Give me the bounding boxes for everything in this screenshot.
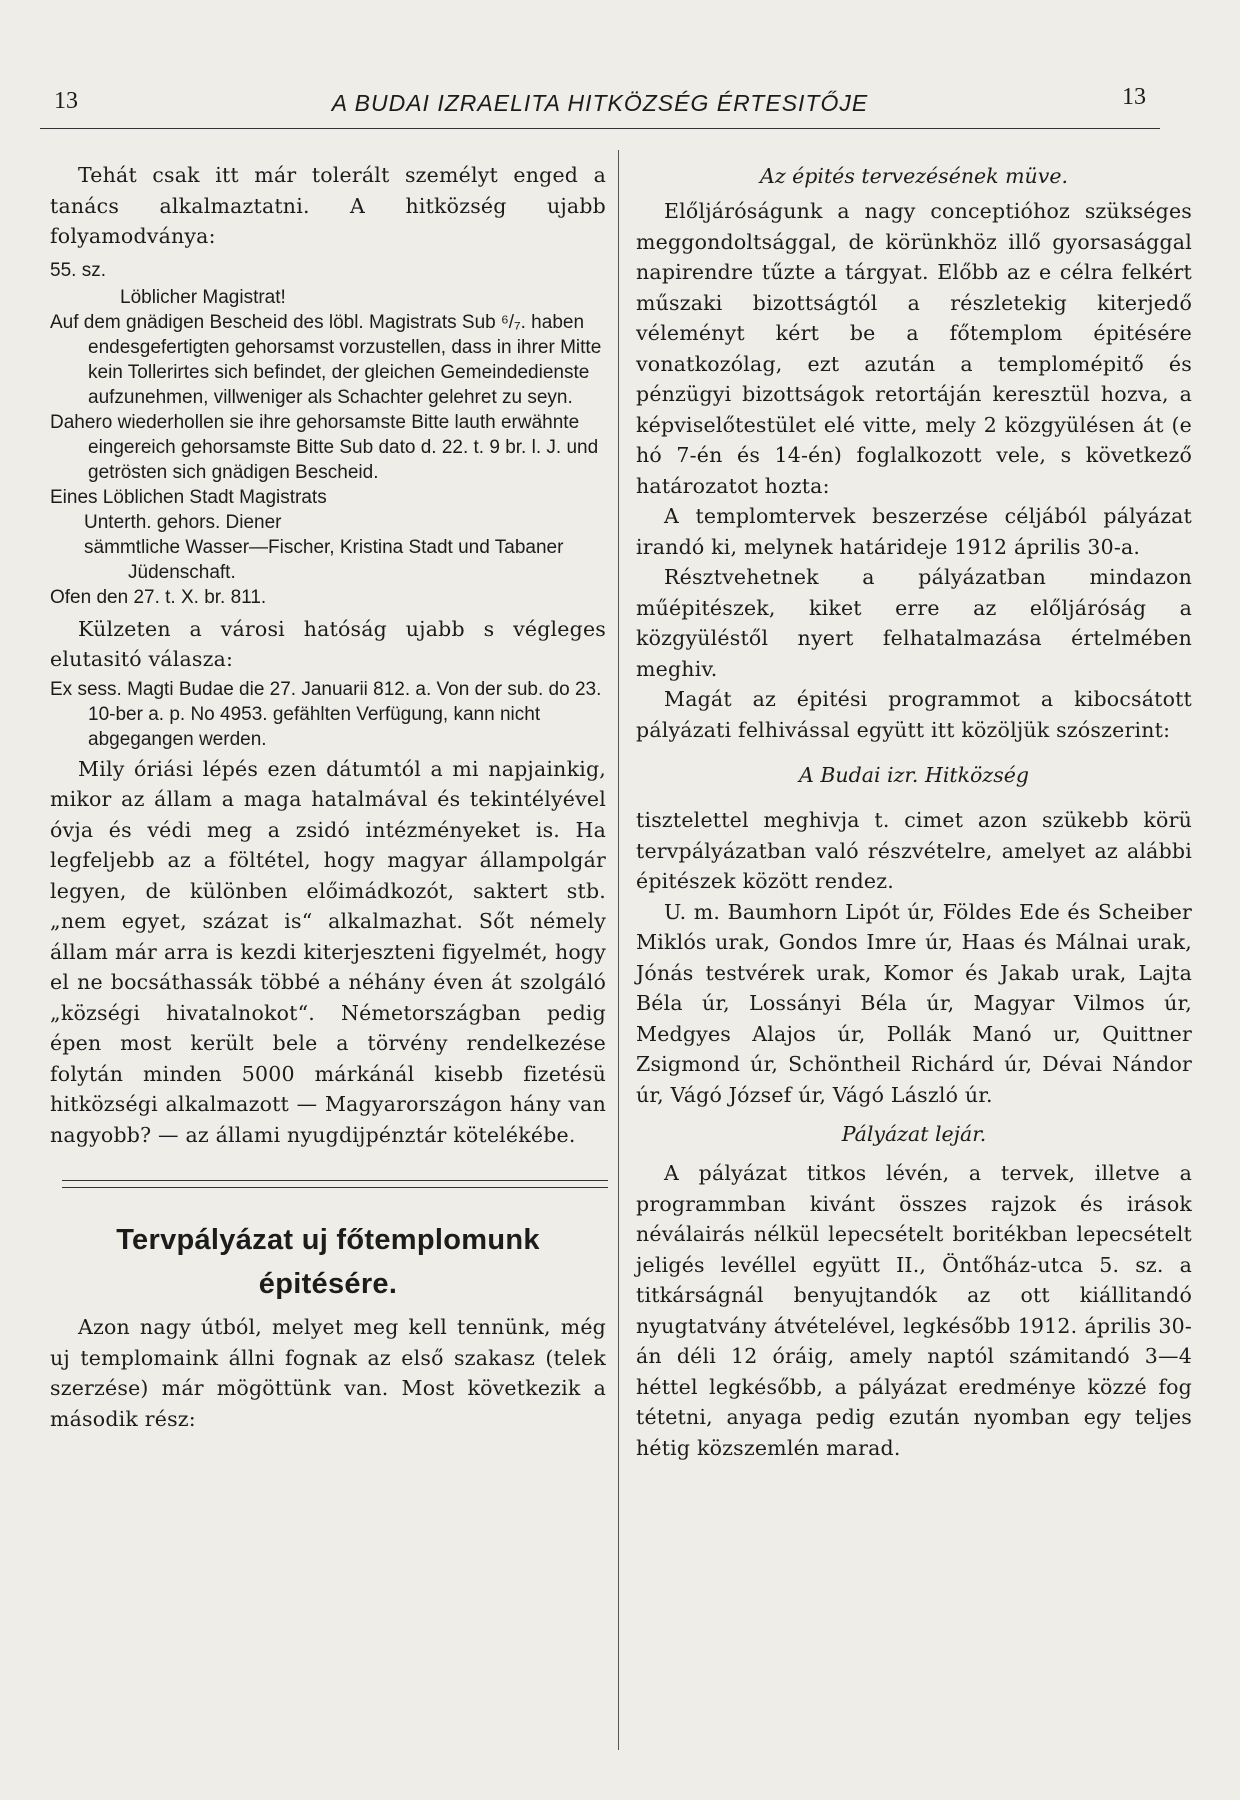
page-header xyxy=(40,84,1160,129)
paragraph-azon: Azon nagy útból, melyet meg kell tennünk, még uj templomaink állni fognak az első szakasz (telek szerzése) már mögöttünk van. Most következik a második rész: xyxy=(50,1315,606,1431)
right-column xyxy=(636,160,1192,1463)
paragraph-deadline: A pályázat titkos lévén, a tervek, illetve a programmban kivánt összes rajzok és irások néválairás nélkül lepecsételt boritékban lepecsételt jeligés levéllel együtt II., Öntőház-utca 5. sz. a titkárságnál benyujtandók az ott kiállitandó nyugtatvány átvételével, legkésőbb 1912. április 30-án déli 12 óráig, amely naptól számitandó 3—4 héttel legkésőbb, a pályázat eredménye közzé fog tétetni, anyaga pedig ezután nyomban egy teljes hétig közszemlén marad. xyxy=(636,1161,1192,1460)
article-heading-line-2: épitésére. xyxy=(258,1268,398,1300)
petition-salutation: Löblicher Magistrat! xyxy=(120,286,286,308)
paragraph-meghivja: tisztelettel meghivja t. cimet azon szükebb körü tervpályázatban való részvételre, amelyet az alábbi épitészek között rendez. xyxy=(636,808,1192,893)
paragraph-templomtervek: A templomtervek beszerzése céljából pályázat irandó ki, melynek határideje 1912 április 30-a. xyxy=(636,504,1192,559)
invitation-heading: A Budai izr. Hitközség xyxy=(799,763,1029,787)
petition-closing-1: Eines Löblichen Stadt Magistrats xyxy=(50,486,327,508)
section-title: Az épités tervezésének müve. xyxy=(760,164,1068,188)
paragraph-mily: Mily óriási lépés ezen dátumtól a mi napjainkig, mikor az állam a maga hatalmával és tekintélyével óvja és védi meg a zsidó intézményeket is. Ha legfeljebb az a föltétel, hogy magyar állampolgár legyen, de különben előimádkozót, saktert stb. „nem egyet, százat is“ alkalmazhat. Sőt némely állam már arra is kezdi kiterjeszteni figyelmét, hogy el ne bocsáthassák többé a néhány éven át szolgáló „községi hivatalnokot“. Németországban pedig épen most került bele a törvény rendelkezése folytán minden 5000 márkánál kisebb fizetésü hitközségi alkalmazott — Magyarországon hány van nagyobb? — az állami nyugdijpénztár kötelékébe. xyxy=(50,756,606,1147)
petition-body-2: Dahero wiederhollen sie ihre gehorsamste Bitte lauth erwähnte eingereich gehorsamste Bitte Sub dato d. 22. t. 9 br. l. J. und getrösten sich gnädigen Bescheid. xyxy=(50,411,599,483)
deadline-heading: Pályázat lejár. xyxy=(841,1122,987,1146)
paragraph-eloljarosag: Előljáróságunk a nagy conceptióhoz szükséges meggondoltsággal, de körünkhöz illő gyorsasággal napirendre tűzte a tárgyat. Előbb az e célra felkért műszaki bizottságtól a részletekig kiterjedő véleményt kért be a főtemplom épitésére vonatkozólag, ezt azután a templomépitő és pénzügyi bizottságok retortáján keresztül hozva, a képviselőtestület elé vitte, mely 2 közgyülésen át (e hó 7-én és 14-én) foglalkozott vele, s következő határozatot hozta: xyxy=(636,199,1192,498)
petition-closing-2: Unterth. gehors. Diener xyxy=(84,511,282,533)
petition-date: Ofen den 27. t. X. br. 811. xyxy=(50,586,267,608)
left-column xyxy=(50,160,606,1434)
architects-list: U. m. Baumhorn Lipót úr, Földes Ede és Scheiber Miklós urak, Gondos Imre úr, Haas és Málnai urak, Jónás testvérek urak, Komor és Jakab urak, Lajta Béla úr, Lossányi Béla úr, Magyar Vilmos úr, Medgyes Alajos úr, Pollák Manó ur, Quittner Zsigmond úr, Schöntheil Richárd úr, Dévai Nándor úr, Vágó József úr, Vágó László úr. xyxy=(636,899,1192,1107)
petition-number: 55. sz. xyxy=(50,259,106,281)
page-number-right: 13 xyxy=(1122,84,1146,110)
paragraph-resztvehetnek: Résztvehetnek a pályázatban mindazon műépitészek, kiket erre az előljáróság a közgyüléstől nyert felhatalmazása értelmében meghiv. xyxy=(636,565,1192,681)
intro-paragraph: Tehát csak itt már tolerált személyt enged a tanács alkalmaztatni. A hitközség ujabb folyamodványa: xyxy=(50,163,606,248)
article-heading-line-1: Tervpályázat uj főtemplomunk xyxy=(116,1224,540,1256)
section-separator xyxy=(62,1180,608,1188)
column-divider xyxy=(618,150,619,1750)
paragraph-programm: Magát az épitési programmot a kibocsátott pályázati felhivással együtt itt közöljük szószerint: xyxy=(636,687,1192,742)
petition-body-1: Auf dem gnädigen Bescheid des löbl. Magistrats Sub ⁶/₇. haben endesgefertigten gehorsamst vorzustellen, dass in ihrer Mitte kein Tollerirtes sich befindet, der gleichen Gemeindedienste aufzunehmen, villweniger als Schachter gelehret zu seyn. xyxy=(50,311,602,408)
journal-title: A BUDAI IZRAELITA HITKÖZSÉG ÉRTESITŐJE xyxy=(331,90,869,116)
paragraph-kulzeten: Külzeten a városi hatóság ujabb s végleges elutasitó válasza: xyxy=(50,616,606,671)
article-heading xyxy=(50,1218,606,1306)
official-reply: Ex sess. Magti Budae die 27. Januarii 812. a. Von der sub. do 23. 10-ber a. p. No 4953. gefählten Verfügung, kann nicht abgegangen werden. xyxy=(50,678,602,750)
page-number-left: 13 xyxy=(54,88,78,114)
petition-signatories: sämmtliche Wasser—Fischer, Kristina Stadt und Tabaner Jüdenschaft. xyxy=(84,536,564,583)
